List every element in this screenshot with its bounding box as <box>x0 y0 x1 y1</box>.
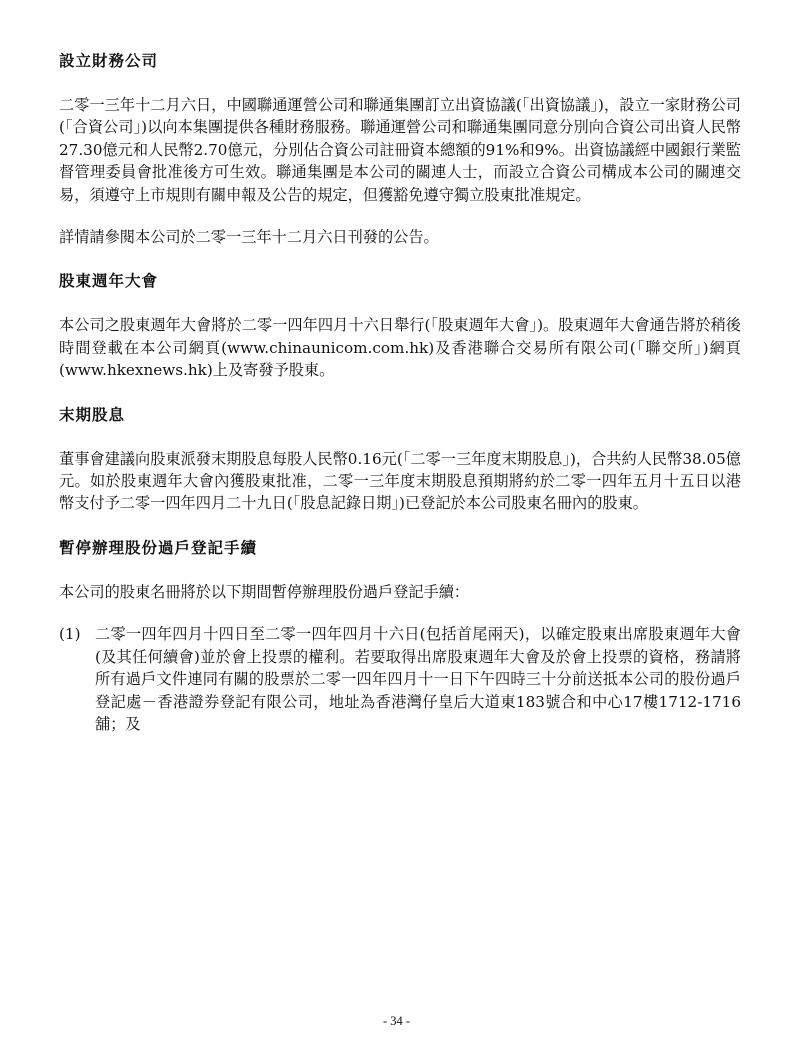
paragraph: 本公司之股東週年大會將於二零一四年四月十六日舉行(「股東週年大會」)。股東週年大會通告將於稍後時間登載在本公司網頁(www.chinaunicom.com.hk)及香港聯合交易所有限公司(「聯交所」)網頁(www.hkexnews.hk)上及寄發予股東。 <box>59 316 741 380</box>
section-final-dividend <box>59 402 741 515</box>
section-heading: 設立財務公司 <box>59 52 159 70</box>
section-heading: 暫停辦理股份過戶登記手續 <box>59 538 258 557</box>
page-number: - 34 - <box>382 1014 411 1028</box>
paragraph: 董事會建議向股東派發末期股息每股人民幣0.16元(「二零一三年度末期股息」)，合共約人民幣38.05億元。如於股東週年大會內獲股東批准，二零一三年度末期股息預期將約於二零一四年五月十五日以港幣支付予二零一四年四月二十九日(「股息記錄日期」)已登記於本公司股東名冊內的股東。 <box>59 449 741 513</box>
paragraph: 詳情請參閱本公司於二零一三年十二月六日刊發的公告。 <box>59 228 439 247</box>
paragraph: 本公司的股東名冊將於以下期間暫停辦理股份過戶登記手續： <box>59 582 470 601</box>
section-register-closure <box>59 535 741 735</box>
list-item-text: 二零一四年四月十四日至二零一四年四月十六日(包括首尾兩天)，以確定股東出席股東週年大會(及其任何續會)並於會上投票的權利。若要取得出席股東週年大會及於會上投票的資格，務請將所有過戶文件連同有關的股票於二零一四年四月十一日下午四時三十分前送抵本公司的股份過戶登記處－香港證券登記有限公司，地址為香港灣仔皇后大道東183號合和中心17樓1712-1716舖；及 <box>95 625 741 733</box>
section-heading: 股東週年大會 <box>59 272 159 291</box>
section-finance-company <box>59 48 741 248</box>
list-item-number: (1) <box>59 625 81 644</box>
document-page <box>59 48 741 735</box>
section-agm <box>59 268 741 381</box>
list-item <box>59 623 741 735</box>
paragraph: 二零一三年十二月六日，中國聯通運營公司和聯通集團訂立出資協議(「出資協議」)，設立一家財務公司(「合資公司」)以向本集團提供各種財務服務。聯通運營公司和聯通集團同意分別向合資公司出資人民幣27.30億元和人民幣2.70億元，分別佔合資公司註冊資本總額的91%和9%。出資協議經中國銀行業監督管理委員會批准後方可生效。聯通集團是本公司的關連人士，而設立合資公司構成本公司的關連交易，須遵守上市規則有關申報及公告的規定，但獲豁免遵守獨立股東批准規定。 <box>59 96 741 204</box>
section-heading: 末期股息 <box>59 405 126 424</box>
